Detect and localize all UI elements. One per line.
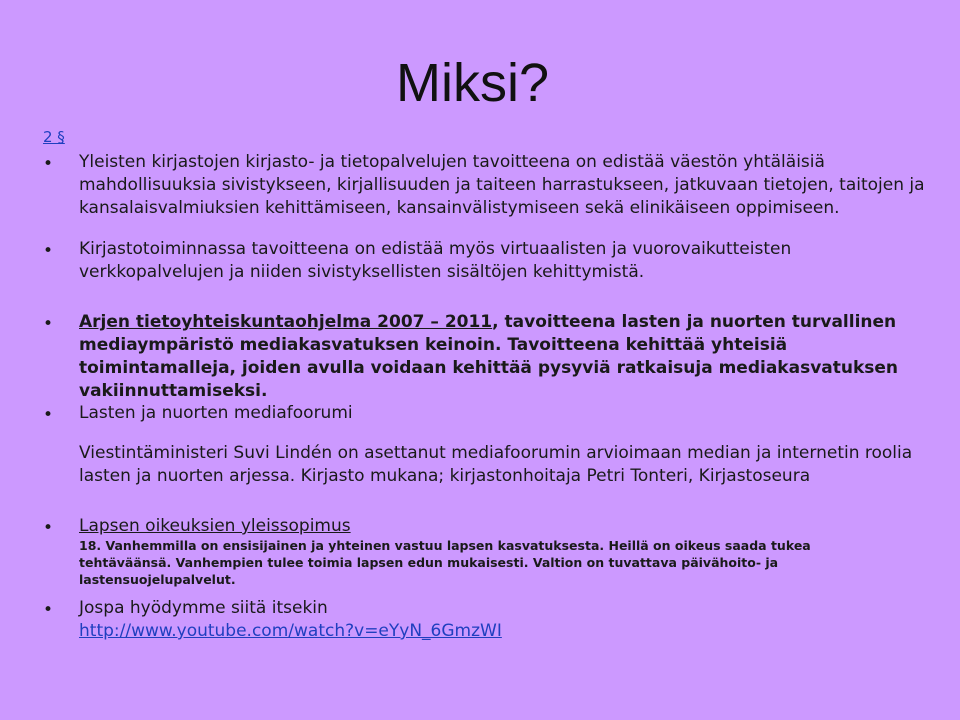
child-rights-article: 18. Vanhemmilla on ensisijainen ja yhteinen vastuu lapsen kasvatuksesta. Heillä on oikeus saada tukea tehtäväänsä. Vanhempien tulee toimia lapsen edun mukaisesti. Valtion on tuvattava päivähoito- ja lastensuojelupalvelut. <box>79 538 811 587</box>
bullet-dot: • <box>43 405 54 425</box>
child-rights-title: Lapsen oikeuksien yleissopimus <box>79 516 351 536</box>
media-forum-title: Lasten ja nuorten mediafoorumi <box>79 403 353 423</box>
paragraph-library-goals: Yleisten kirjastojen kirjasto- ja tietopalvelujen tavoitteena on edistää väestön yhtäläisiä mahdollisuuksia sivistykseen, kirjallisuuden ja taiteen harrastukseen, jatkuvaan tietojen, taitojen ja kansalaisvalmiuksien kehittämiseen, kansainvälistymiseen sekä elinikäiseen oppimiseen. <box>79 152 925 218</box>
program-description: , tavoitteena lasten ja nuorten turvallinen mediaympäristö mediakasvatuksen keinoin. Tavoitteena kehittää yhteisiä toimintamalleja, joiden avulla voidaan kehittää pysyviä ratkaisuja mediakasvatuksen vakiinnuttamiseksi. <box>79 312 899 401</box>
program-link[interactable]: Arjen tietoyhteiskuntaohjelma 2007 – 2011 <box>79 312 493 332</box>
bullet-dot: • <box>43 518 54 538</box>
paragraph-information-society <box>79 311 939 403</box>
bullet-dot: • <box>43 241 54 261</box>
paragraph-virtual-services: Kirjastotoiminnassa tavoitteena on edistää myös virtuaalisten ja vuorovaikutteisten verkkopalvelujen ja niiden sivistyksellisten sisältöjen kehittymistä. <box>79 239 792 282</box>
youtube-link[interactable]: http://www.youtube.com/watch?v=eYyN_6GmzWI <box>79 621 502 641</box>
section-reference-link[interactable]: 2 § <box>43 128 65 146</box>
media-forum-description: Viestintäministeri Suvi Lindén on asettanut mediafoorumin arvioimaan median ja internetin roolia lasten ja nuorten arjessa. Kirjasto mukana; kirjastonhoitaja Petri Tonteri, Kirjastoseura <box>79 443 913 486</box>
slide-title: Miksi? <box>396 53 550 113</box>
bullet-dot: • <box>43 600 54 620</box>
closing-remark: Jospa hyödymme siitä itsekin <box>79 598 328 618</box>
bullet-dot: • <box>43 314 54 334</box>
bullet-dot: • <box>43 154 54 174</box>
